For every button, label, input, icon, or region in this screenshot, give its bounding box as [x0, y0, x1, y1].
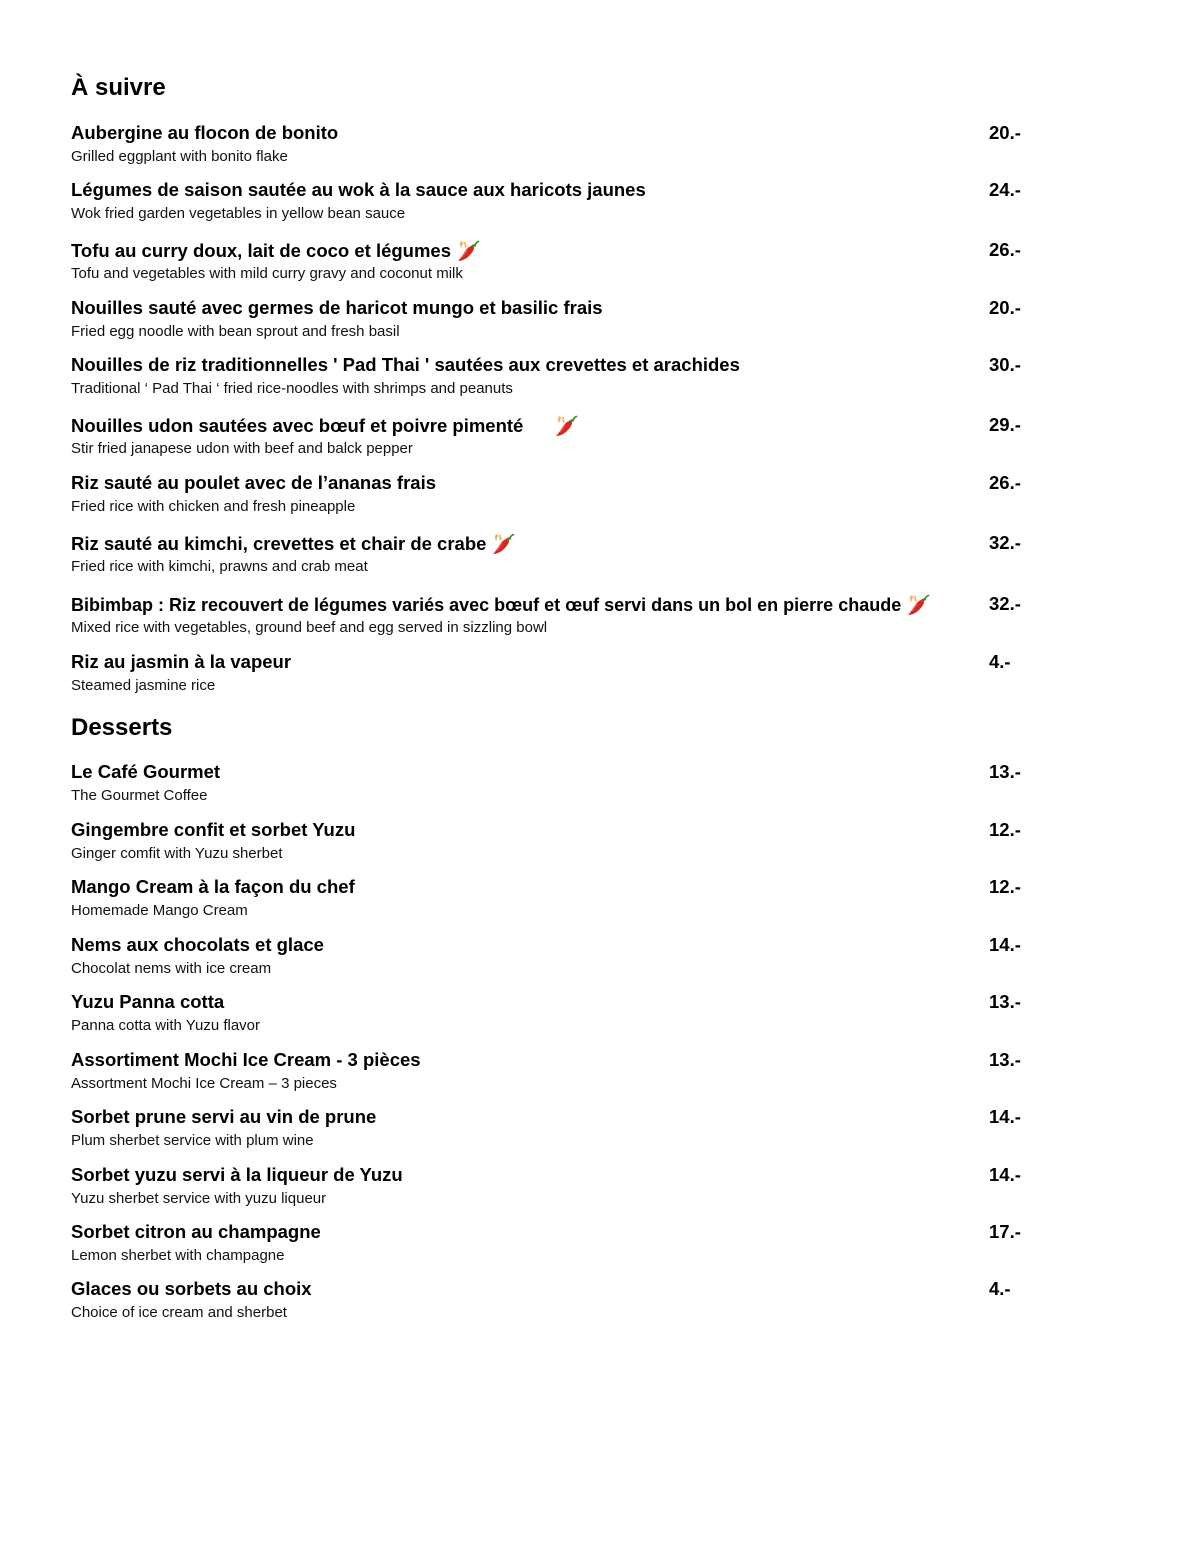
item-description: Fried rice with kimchi, prawns and crab meat — [71, 558, 368, 575]
item-name: Légumes de saison sautée au wok à la sauce aux haricots jaunes — [71, 179, 646, 200]
item-name: Assortiment Mochi Ice Cream - 3 pièces — [71, 1049, 421, 1070]
item-name: Gingembre confit et sorbet Yuzu — [71, 819, 356, 840]
item-price: 12.- — [989, 819, 1021, 840]
menu-item — [71, 1277, 1031, 1327]
item-description: Fried egg noodle with bean sprout and fresh basil — [71, 323, 400, 340]
item-price: 32.- — [989, 532, 1021, 553]
chili-pepper-icon — [490, 531, 516, 557]
item-price: 13.- — [989, 991, 1021, 1012]
item-price: 29.- — [989, 414, 1021, 435]
item-price: 13.- — [989, 761, 1021, 782]
item-name: Le Café Gourmet — [71, 761, 221, 782]
menu-item — [71, 592, 1031, 642]
item-name: Nouilles sauté avec germes de haricot mungo et basilic frais — [71, 297, 603, 318]
item-price: 24.- — [989, 179, 1021, 200]
section-title-desserts: Desserts — [71, 714, 173, 741]
item-price: 14.- — [989, 934, 1021, 955]
item-description: Choice of ice cream and sherbet — [71, 1304, 287, 1321]
chili-pepper-icon — [905, 592, 931, 618]
item-price: 4.- — [989, 651, 1011, 672]
item-name: Riz au jasmin à la vapeur — [71, 651, 292, 672]
item-name: Yuzu Panna cotta — [71, 991, 225, 1012]
item-name: Riz sauté au poulet avec de l’ananas frais — [71, 472, 436, 493]
item-price: 12.- — [989, 876, 1021, 897]
item-price: 14.- — [989, 1164, 1021, 1185]
item-price: 13.- — [989, 1049, 1021, 1070]
item-description: Lemon sherbet with champagne — [71, 1247, 285, 1264]
item-price: 26.- — [989, 472, 1021, 493]
menu-item — [71, 1048, 1031, 1098]
item-description: Ginger comfit with Yuzu sherbet — [71, 845, 283, 862]
menu-item — [71, 875, 1031, 925]
menu-item — [71, 650, 1031, 700]
item-description: Panna cotta with Yuzu flavor — [71, 1017, 261, 1034]
item-description: Assortment Mochi Ice Cream – 3 pieces — [71, 1075, 337, 1092]
item-name: Riz sauté au kimchi, crevettes et chair de crabe — [71, 531, 516, 557]
item-description: Tofu and vegetables with mild curry gravy and coconut milk — [71, 265, 463, 282]
menu-item — [71, 413, 1031, 463]
section-title-a-suivre: À suivre — [71, 74, 166, 101]
item-description: Yuzu sherbet service with yuzu liqueur — [71, 1190, 327, 1207]
menu-item — [71, 990, 1031, 1040]
item-description: Plum sherbet service with plum wine — [71, 1132, 314, 1149]
item-name: Bibimbap : Riz recouvert de légumes variés avec bœuf et œuf servi dans un bol en pierre chaude — [71, 592, 931, 618]
item-name: Aubergine au flocon de bonito — [71, 122, 339, 143]
item-price: 4.- — [989, 1278, 1011, 1299]
item-price: 14.- — [989, 1106, 1021, 1127]
menu-item — [71, 1163, 1031, 1213]
item-name: Glaces ou sorbets au choix — [71, 1278, 312, 1299]
menu-item — [71, 760, 1031, 810]
menu-item — [71, 531, 1031, 581]
menu-item — [71, 1105, 1031, 1155]
item-price: 20.- — [989, 122, 1021, 143]
item-price: 26.- — [989, 239, 1021, 260]
menu-page — [71, 0, 1131, 1553]
menu-item — [71, 353, 1031, 403]
item-price: 17.- — [989, 1221, 1021, 1242]
item-description: Fried rice with chicken and fresh pineapple — [71, 498, 356, 515]
item-name: Sorbet prune servi au vin de prune — [71, 1106, 377, 1127]
item-price: 30.- — [989, 354, 1021, 375]
menu-item — [71, 818, 1031, 868]
chili-pepper-icon — [455, 238, 481, 264]
menu-item — [71, 238, 1031, 288]
item-name: Nouilles de riz traditionnelles ' Pad Thai ' sautées aux crevettes et arachides — [71, 354, 740, 375]
item-description: Traditional ‘ Pad Thai ‘ fried rice-noodles with shrimps and peanuts — [71, 380, 513, 397]
item-description: Chocolat nems with ice cream — [71, 960, 272, 977]
item-name: Tofu au curry doux, lait de coco et légumes — [71, 238, 481, 264]
item-description: Stir fried janapese udon with beef and balck pepper — [71, 440, 413, 457]
menu-item — [71, 121, 1031, 171]
item-description: Wok fried garden vegetables in yellow bean sauce — [71, 205, 406, 222]
item-name: Sorbet citron au champagne — [71, 1221, 321, 1242]
item-description: Grilled eggplant with bonito flake — [71, 148, 288, 165]
item-name: Sorbet yuzu servi à la liqueur de Yuzu — [71, 1164, 403, 1185]
item-description: Mixed rice with vegetables, ground beef and egg served in sizzling bowl — [71, 619, 548, 636]
chili-pepper-icon — [553, 413, 579, 439]
item-name: Nems aux chocolats et glace — [71, 934, 324, 955]
menu-item — [71, 933, 1031, 983]
item-description: Homemade Mango Cream — [71, 902, 248, 919]
menu-item — [71, 178, 1031, 228]
menu-item — [71, 471, 1031, 521]
menu-item — [71, 1220, 1031, 1270]
item-name: Mango Cream à la façon du chef — [71, 876, 355, 897]
item-name: Nouilles udon sautées avec bœuf et poivre pimenté — [71, 413, 579, 439]
item-price: 20.- — [989, 297, 1021, 318]
item-description: The Gourmet Coffee — [71, 787, 208, 804]
item-description: Steamed jasmine rice — [71, 677, 216, 694]
menu-item — [71, 296, 1031, 346]
item-price: 32.- — [989, 593, 1021, 614]
